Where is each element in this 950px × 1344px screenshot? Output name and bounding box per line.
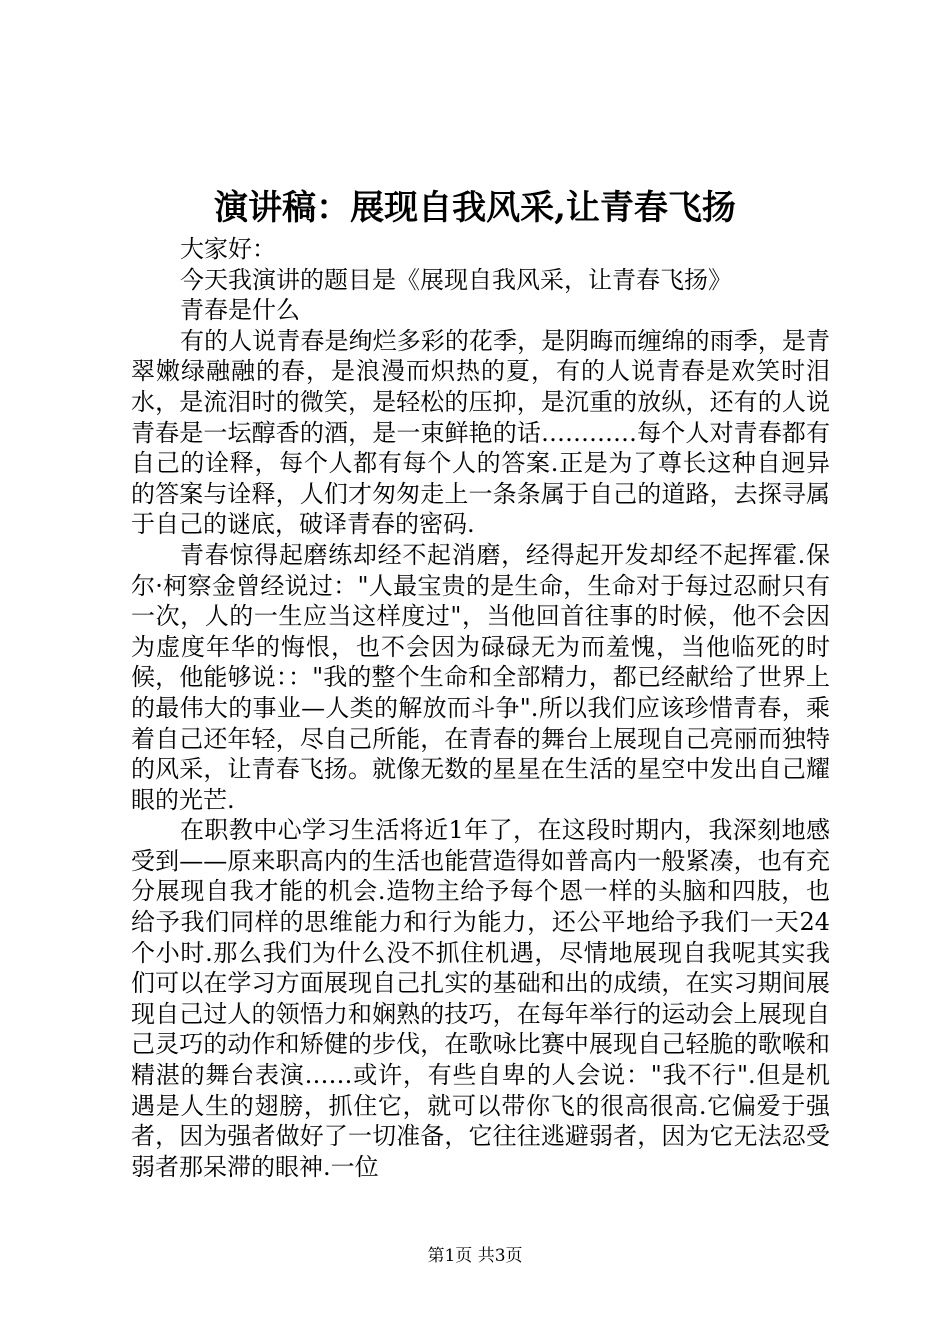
paragraph-body: 有的人说青春是绚烂多彩的花季，是阴晦而缠绵的雨季，是青翠嫩绿融融的春，是浪漫而炽热的夏，有的人说青春是欢笑时泪水，是流泪时的微笑，是轻松的压抑，是沉重的放纵，还有的人说青春是一坛醇香的酒，是一束鲜艳的话…………每个人对青春都有自己的诠释，每个人都有每个人的答案.正是为了尊长这种自迥异的答案与诠释，人们才匆匆走上一条条属于自己的道路，去探寻属于自己的谜底，破译青春的密码. <box>131 326 830 539</box>
paragraph-topic: 今天我演讲的题目是《展现自我风采，让青春飞扬》 <box>180 265 732 294</box>
paragraph-body: 青春惊得起磨练却经不起消磨，经得起开发却经不起挥霍.保尔·柯察金曾经说过："人最宝贵的是生命，生命对于每过忍耐只有一次，人的一生应当这样度过"，当他回首往事的时候，他不会因为虚度年华的悔恨，也不会因为碌碌无为而羞愧，当他临死的时候，他能够说：："我的整个生命和全部精力，都已经献给了世界上的最伟大的事业—人类的解放而斗争".所以我们应该珍惜青春，乘着自己还年轻，尽自己所能，在青春的舞台上展现自己亮丽而独特的风采，让青春飞扬。就像无数的星星在生活的星空中发出自己耀眼的光芒. <box>131 540 830 814</box>
paragraph-greeting: 大家好： <box>180 235 276 263</box>
page-number-footer: 第1页 共3页 <box>427 1246 523 1266</box>
document-body <box>131 234 830 1182</box>
paragraph-question: 青春是什么 <box>180 296 300 325</box>
paragraph-body: 在职教中心学习生活将近1年了，在这段时期内，我深刻地感受到——原来职高内的生活也能营造得如普高内一般紧凑，也有充分展现自我才能的机会.造物主给予每个恩一样的头脑和四肢，也给予我们同样的思维能力和行为能力，还公平地给予我们一天24个小时.那么我们为什么没不抓住机遇，尽情地展现自我呢其实我们可以在学习方面展现自己扎实的基础和出的成绩，在实习期间展现自己过人的领悟力和娴熟的技巧，在每年举行的运动会上展现自己灵巧的动作和矫健的步伐，在歌咏比赛中展现自己轻脆的歌喉和精湛的舞台表演……或许，有些自卑的人会说："我不行".但是机遇是人生的翅膀，抓住它，就可以带你飞的很高很高.它偏爱于强者，因为强者做好了一切准备，它往往逃避弱者，因为它无法忍受弱者那呆滞的眼神.一位 <box>131 816 830 1181</box>
document-title: 演讲稿：展现自我风采,让青春飞扬 <box>214 188 736 228</box>
